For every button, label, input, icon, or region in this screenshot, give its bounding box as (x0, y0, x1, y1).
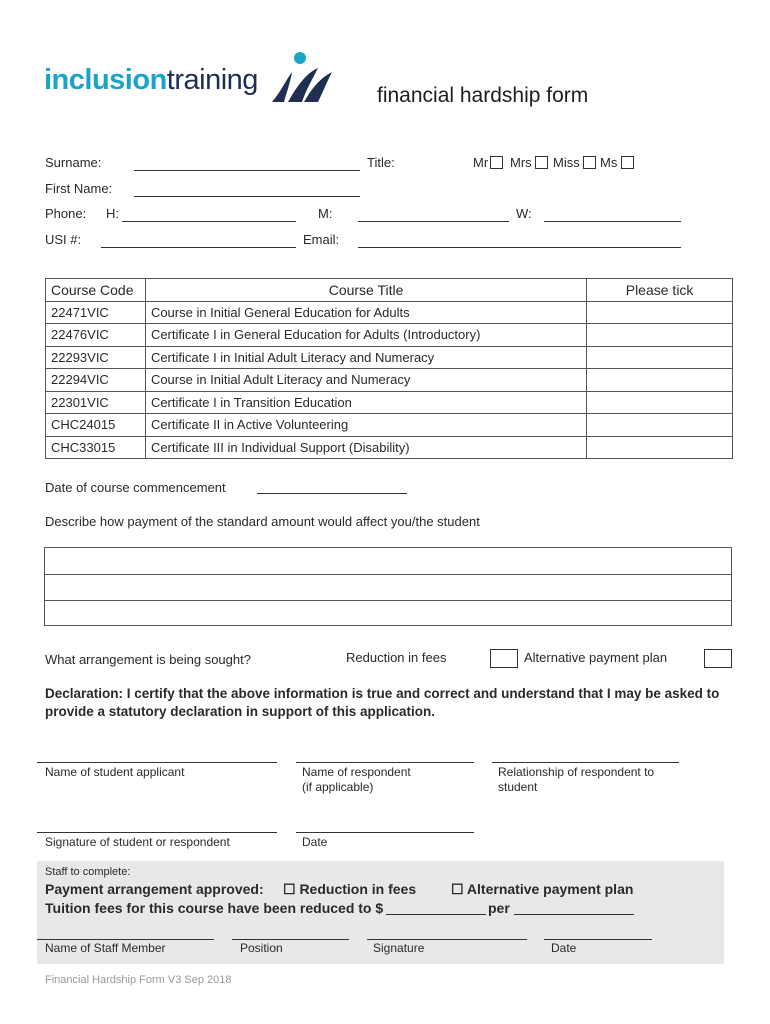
course-code: 22301VIC (46, 391, 146, 414)
staff-signature-label: Signature (373, 941, 425, 955)
phone-m-label: M: (318, 206, 333, 221)
relationship-label (498, 765, 654, 795)
phone-m-field[interactable] (358, 221, 509, 222)
form-title: financial hardship form (377, 84, 589, 107)
arrangement-option-reduction: Reduction in fees (346, 650, 447, 665)
title-option-label: Miss (553, 155, 580, 170)
reduced-label: Tuition fees for this course have been reduced to $ (45, 900, 384, 916)
phone-label: Phone: (45, 206, 87, 221)
title-option-ms (600, 155, 617, 170)
first-name-label: First Name: (45, 181, 113, 196)
title-option-mr (473, 155, 488, 170)
tick-cell[interactable] (587, 369, 733, 392)
arrangement-question: What arrangement is being sought? (45, 652, 251, 667)
date-line[interactable] (296, 832, 474, 833)
staff-date-label: Date (551, 941, 577, 955)
surname-label: Surname: (45, 155, 102, 170)
staff-signature-line[interactable] (367, 939, 527, 940)
position-line[interactable] (232, 939, 349, 940)
table-row (46, 369, 733, 392)
course-title: Certificate I in Initial Adult Literacy and Numeracy (145, 346, 586, 369)
staff-heading: Staff to complete: (45, 866, 131, 878)
describe-box[interactable] (44, 547, 732, 626)
title-label: Title: (367, 155, 395, 170)
first-name-field[interactable] (134, 196, 360, 197)
per-label: per (488, 900, 510, 916)
brand-logo (44, 64, 258, 97)
header-course-code: Course Code (46, 279, 146, 302)
tick-cell[interactable] (587, 391, 733, 414)
relationship-text: Relationship of respondent to (498, 765, 655, 779)
title-mr-checkbox[interactable] (490, 156, 503, 169)
phone-w-field[interactable] (544, 221, 681, 222)
course-title: Course in Initial Adult Literacy and Numeracy (145, 369, 586, 392)
staff-option-reduction[interactable]: ☐ Reduction in fees (283, 881, 417, 897)
position-label: Position (240, 941, 283, 955)
header-please-tick: Please tick (587, 279, 733, 302)
usi-field[interactable] (101, 247, 296, 248)
table-header-row (46, 279, 733, 302)
title-option-label: Ms (600, 155, 618, 170)
course-title: Course in Initial General Education for Adults (145, 301, 586, 324)
signature-line[interactable] (37, 832, 277, 833)
brand-mark-icon (268, 50, 336, 106)
signature-label: Signature of student or respondent (45, 835, 230, 849)
staff-name-label: Name of Staff Member (45, 941, 166, 955)
relationship-line[interactable] (492, 762, 679, 763)
phone-w-label: W: (516, 206, 532, 221)
brand-name-part1: inclusion (44, 64, 167, 96)
declaration-text: Declaration: I certify that the above information is true and correct and understand that I may be asked to provide a statutory declaration in support of this application. (45, 686, 720, 719)
header-course-title: Course Title (145, 279, 586, 302)
reduced-amount-field[interactable] (386, 914, 486, 915)
table-row (46, 301, 733, 324)
staff-date-line[interactable] (544, 939, 652, 940)
phone-h-label: H: (106, 206, 119, 221)
staff-option-plan[interactable]: ☐ Alternative payment plan (451, 881, 634, 897)
describe-label: Describe how payment of the standard amount would affect you/the student (45, 514, 480, 529)
title-option-mrs (510, 155, 532, 170)
commencement-field[interactable] (257, 493, 407, 494)
date-label: Date (302, 835, 328, 849)
tick-cell[interactable] (587, 301, 733, 324)
respondent-name-text: Name of respondent (302, 765, 411, 779)
approved-label: Payment arrangement approved: (45, 881, 264, 897)
relationship-text-2: student (498, 780, 538, 794)
tick-cell[interactable] (587, 346, 733, 369)
title-miss-checkbox[interactable] (583, 156, 596, 169)
title-ms-checkbox[interactable] (621, 156, 634, 169)
tick-cell[interactable] (587, 324, 733, 347)
describe-line (45, 600, 731, 601)
student-name-label: Name of student applicant (45, 765, 185, 779)
course-table (45, 278, 733, 459)
arrangement-option-plan: Alternative payment plan (524, 650, 668, 665)
course-code: 22293VIC (46, 346, 146, 369)
table-row (46, 346, 733, 369)
title-option-miss (553, 155, 580, 170)
title-option-label: Mrs (510, 155, 532, 170)
footer-text: Financial Hardship Form V3 Sep 2018 (45, 974, 232, 986)
commencement-label: Date of course commencement (45, 480, 226, 495)
course-code: 22471VIC (46, 301, 146, 324)
per-period-field[interactable] (514, 914, 634, 915)
course-title: Certificate I in Transition Education (145, 391, 586, 414)
table-row (46, 436, 733, 459)
course-code: 22294VIC (46, 369, 146, 392)
tick-cell[interactable] (587, 414, 733, 437)
brand-name-part2: training (166, 64, 258, 96)
staff-name-line[interactable] (37, 939, 214, 940)
surname-field[interactable] (134, 170, 360, 171)
respondent-name-line[interactable] (296, 762, 474, 763)
reduction-checkbox[interactable] (490, 649, 518, 668)
respondent-name-label (302, 765, 411, 795)
email-label: Email: (303, 232, 340, 247)
course-title: Certificate I in General Education for Adults (Introductory) (145, 324, 586, 347)
table-row (46, 414, 733, 437)
describe-line (45, 574, 731, 575)
title-mrs-checkbox[interactable] (535, 156, 548, 169)
phone-h-field[interactable] (122, 221, 296, 222)
table-row (46, 391, 733, 414)
title-option-label: Mr (473, 155, 489, 170)
table-row (46, 324, 733, 347)
course-title: Certificate II in Active Volunteering (145, 414, 586, 437)
usi-label: USI #: (45, 232, 82, 247)
student-name-line[interactable] (37, 762, 277, 763)
staff-section (37, 861, 724, 964)
course-title: Certificate III in Individual Support (Disability) (145, 436, 586, 459)
course-code: CHC33015 (46, 436, 146, 459)
course-code: 22476VIC (46, 324, 146, 347)
tick-cell[interactable] (587, 436, 733, 459)
plan-checkbox[interactable] (704, 649, 732, 668)
course-code: CHC24015 (46, 414, 146, 437)
respondent-note: (if applicable) (302, 780, 374, 794)
email-field[interactable] (358, 247, 681, 248)
